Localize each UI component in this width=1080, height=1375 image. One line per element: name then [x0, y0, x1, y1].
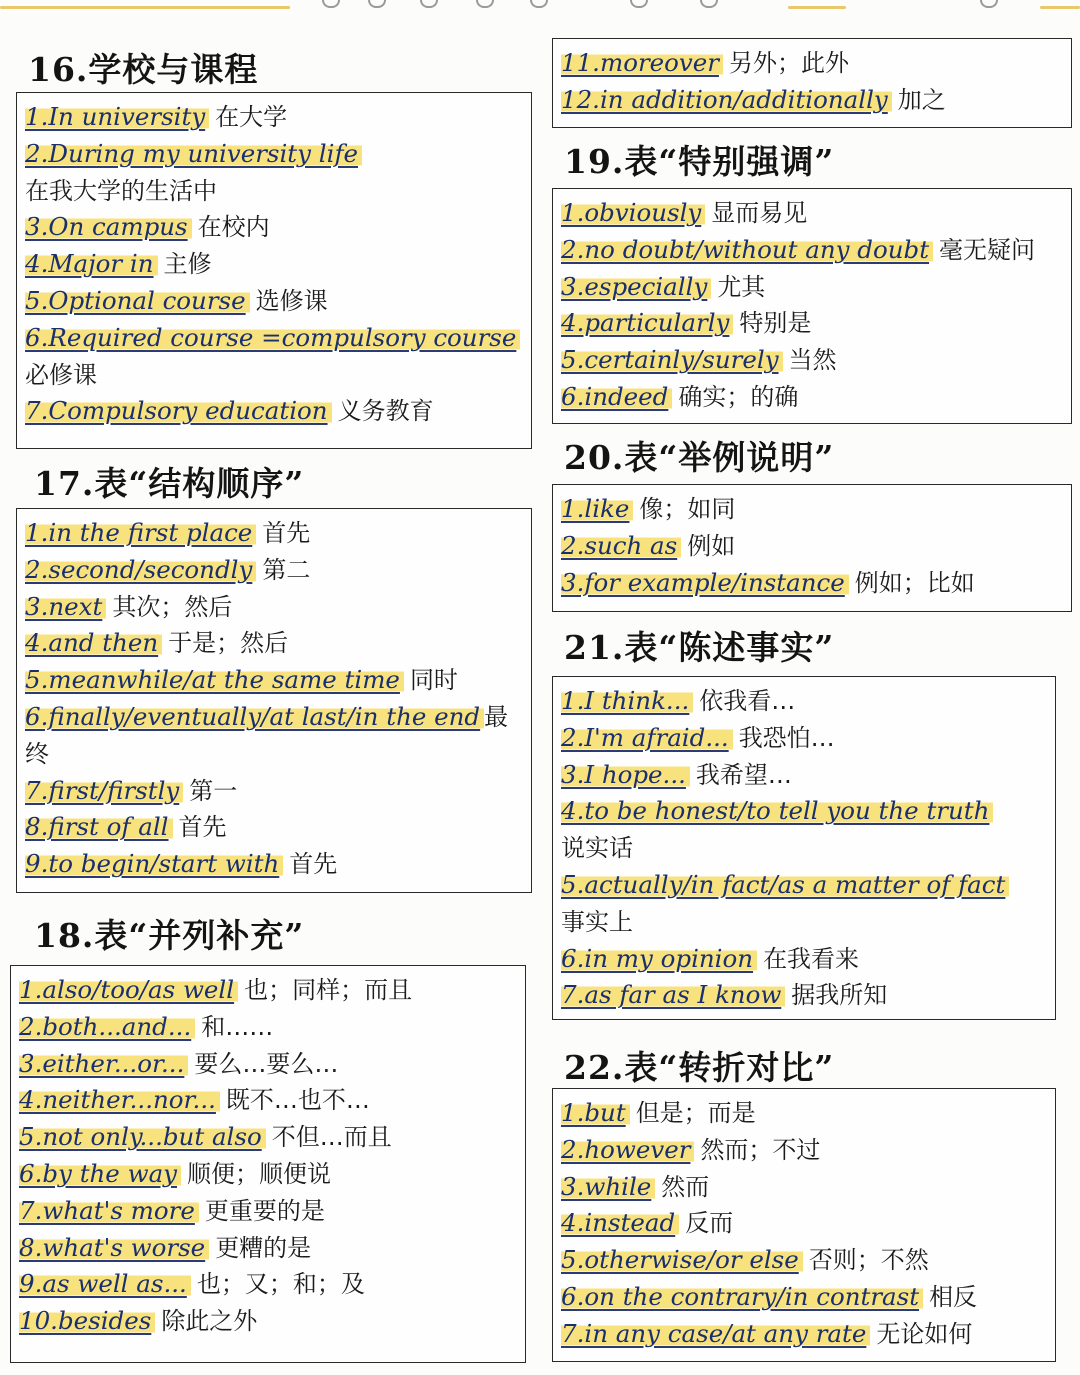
section-title-21: 21.表“陈述事实”	[564, 628, 835, 667]
phrase-en: 3.On campus	[25, 212, 192, 241]
phrase-cn: 我希望…	[695, 760, 792, 789]
phrase-cn: 最终	[25, 702, 509, 768]
phrase-en: 1.also/too/as well	[19, 975, 238, 1004]
phrase-cn: 依我看…	[699, 687, 796, 715]
phrase-cn: 第一	[189, 776, 238, 805]
phrase-en: 3.either...or...	[19, 1049, 188, 1078]
phrase-en: 2.such as	[561, 531, 681, 560]
phrase-en: 6.by the way	[19, 1159, 181, 1188]
phrase-cn: 也；同样；而且	[244, 976, 413, 1004]
phrase-cn: 然而	[661, 1172, 710, 1201]
phrase-en: 3.next	[25, 592, 106, 621]
section-box-16	[16, 92, 532, 449]
phrase-cn: 更重要的是	[204, 1196, 325, 1225]
phrase-cn: 据我所知	[791, 981, 888, 1010]
section-box-18-continued	[552, 38, 1072, 128]
top-decoration	[0, 0, 1080, 14]
phrase-cn: 首先	[262, 519, 311, 547]
phrase-cn: 必修课	[25, 360, 97, 389]
phrase-cn: 毫无疑问	[939, 235, 1036, 264]
phrase-cn: 于是；然后	[168, 629, 289, 658]
doodle-icon	[630, 0, 648, 8]
phrase-cn: 在大学	[215, 103, 288, 131]
phrase-en: 8.first of all	[25, 812, 173, 841]
doodle-icon	[420, 0, 438, 8]
phrase-en: 4.particularly	[561, 308, 733, 337]
phrase-cn: 但是；而是	[635, 1099, 756, 1127]
section-title-20: 20.表“举例说明”	[564, 438, 835, 477]
phrase-cn: 在我大学的生活中	[25, 176, 217, 205]
phrase-en: 4.and then	[25, 628, 162, 657]
phrase-cn: 也；又；和；及	[196, 1270, 365, 1299]
phrase-en: 1.In university	[25, 102, 209, 131]
phrase-en: 1.but	[561, 1098, 630, 1127]
phrase-cn: 除此之外	[161, 1307, 258, 1336]
phrase-en: 10.besides	[19, 1306, 155, 1335]
doodle-icon	[322, 0, 340, 8]
phrase-cn: 尤其	[717, 272, 766, 301]
phrase-cn: 我恐怕…	[738, 723, 835, 752]
section-title-19: 19.表“特别强调”	[564, 142, 835, 181]
phrase-cn: 相反	[929, 1282, 978, 1311]
phrase-en: 4.to be honest/to tell you the truth	[561, 796, 993, 825]
phrase-en: 6.in my opinion	[561, 944, 757, 973]
doodle-icon	[530, 0, 548, 8]
phrase-en: 2.second/secondly	[25, 555, 256, 584]
phrase-cn: 选修课	[255, 286, 328, 315]
phrase-en: 7.first/firstly	[25, 776, 183, 805]
top-rule-left	[0, 6, 290, 9]
phrase-cn: 首先	[178, 813, 227, 842]
phrase-cn: 确实；的确	[678, 382, 799, 411]
phrase-en: 3.for example/instance	[561, 568, 849, 597]
phrase-cn: 顺便；顺便说	[187, 1159, 332, 1188]
phrase-cn: 同时	[409, 666, 458, 695]
phrase-en: 3.especially	[561, 272, 711, 301]
phrase-en: 4.instead	[561, 1208, 679, 1237]
doodle-icon	[980, 0, 998, 8]
phrase-en: 1.in the first place	[25, 518, 256, 547]
phrase-cn: 否则；不然	[808, 1246, 929, 1275]
doodle-icon	[476, 0, 494, 8]
section-box-17	[16, 508, 532, 893]
phrase-en: 2.no doubt/without any doubt	[561, 235, 933, 264]
phrase-en: 11.moreover	[561, 48, 723, 77]
phrase-cn: 主修	[163, 250, 212, 279]
section-box-21	[552, 676, 1056, 1020]
phrase-cn: 其次；然后	[112, 592, 233, 621]
section-box-19	[552, 188, 1072, 424]
phrase-cn: 和……	[201, 1012, 274, 1041]
phrase-cn: 例如；比如	[854, 568, 975, 597]
phrase-cn: 要么…要么…	[194, 1049, 339, 1078]
phrase-cn: 另外；此外	[728, 49, 849, 77]
phrase-en: 6.indeed	[561, 382, 672, 411]
section-box-18	[10, 965, 526, 1363]
doodle-icon	[700, 0, 718, 8]
phrase-en: 3.while	[561, 1172, 655, 1201]
top-rule-mid	[788, 6, 846, 9]
section-title-18: 18.表“并列补充”	[34, 916, 305, 955]
phrase-en: 9.to begin/start with	[25, 849, 283, 878]
phrase-en: 3.I hope...	[561, 760, 690, 789]
phrase-en: 4.Major in	[25, 249, 158, 278]
phrase-en: 7.what's more	[19, 1196, 199, 1225]
phrase-cn: 义务教育	[337, 397, 434, 426]
doodle-icon	[368, 0, 386, 8]
phrase-cn: 说实话	[561, 834, 633, 863]
phrase-en: 4.neither...nor...	[19, 1085, 220, 1114]
phrase-cn: 加之	[897, 85, 946, 114]
phrase-en: 6.on the contrary/in contrast	[561, 1282, 923, 1311]
phrase-en: 1.obviously	[561, 198, 705, 227]
phrase-en: 7.as far as I know	[561, 980, 785, 1009]
section-title-17: 17.表“结构顺序”	[34, 464, 305, 503]
section-box-20	[552, 484, 1072, 612]
phrase-en: 1.like	[561, 494, 633, 523]
phrase-en: 2.however	[561, 1135, 694, 1164]
phrase-cn: 像；如同	[639, 495, 736, 523]
phrase-en: 2.During my university life	[25, 139, 362, 168]
phrase-cn: 首先	[289, 850, 338, 879]
phrase-cn: 无论如何	[876, 1319, 973, 1348]
phrase-cn: 反而	[685, 1209, 734, 1238]
phrase-en: 2.both...and...	[19, 1012, 195, 1041]
phrase-en: 5.meanwhile/at the same time	[25, 665, 404, 694]
phrase-en: 5.otherwise/or else	[561, 1245, 803, 1274]
phrase-en: 2.I'm afraid...	[561, 723, 733, 752]
phrase-cn: 显而易见	[711, 199, 808, 227]
phrase-cn: 在校内	[197, 213, 270, 242]
phrase-cn: 事实上	[561, 907, 633, 936]
phrase-cn: 例如	[687, 531, 736, 560]
top-rule-right	[1040, 6, 1080, 9]
phrase-cn: 在我看来	[763, 944, 860, 973]
phrase-en: 5.actually/in fact/as a matter of fact	[561, 870, 1009, 899]
phrase-en: 5.certainly/surely	[561, 345, 783, 374]
phrase-en: 8.what's worse	[19, 1233, 209, 1262]
phrase-cn: 不但…而且	[271, 1123, 392, 1152]
section-title-22: 22.表“转折对比”	[564, 1048, 835, 1087]
phrase-en: 5.not only...but also	[19, 1122, 266, 1151]
phrase-cn: 更糟的是	[215, 1233, 312, 1262]
phrase-en: 9.as well as...	[19, 1269, 191, 1298]
phrase-en: 6.Required course =compulsory course	[25, 323, 520, 352]
phrase-en: 7.in any case/at any rate	[561, 1319, 870, 1348]
phrase-cn: 当然	[788, 346, 837, 375]
section-title-16: 16.学校与课程	[28, 50, 259, 89]
phrase-en: 6.finally/eventually/at last/in the end	[25, 702, 484, 731]
phrase-en: 1.I think...	[561, 686, 693, 715]
phrase-en: 7.Compulsory education	[25, 396, 332, 425]
phrase-cn: 既不…也不…	[225, 1086, 370, 1115]
phrase-cn: 第二	[262, 555, 311, 584]
section-box-22	[552, 1088, 1056, 1362]
phrase-cn: 然而；不过	[700, 1135, 821, 1164]
phrase-cn: 特别是	[739, 309, 812, 338]
phrase-en: 5.Optional course	[25, 286, 250, 315]
phrase-en: 12.in addition/additionally	[561, 85, 892, 114]
